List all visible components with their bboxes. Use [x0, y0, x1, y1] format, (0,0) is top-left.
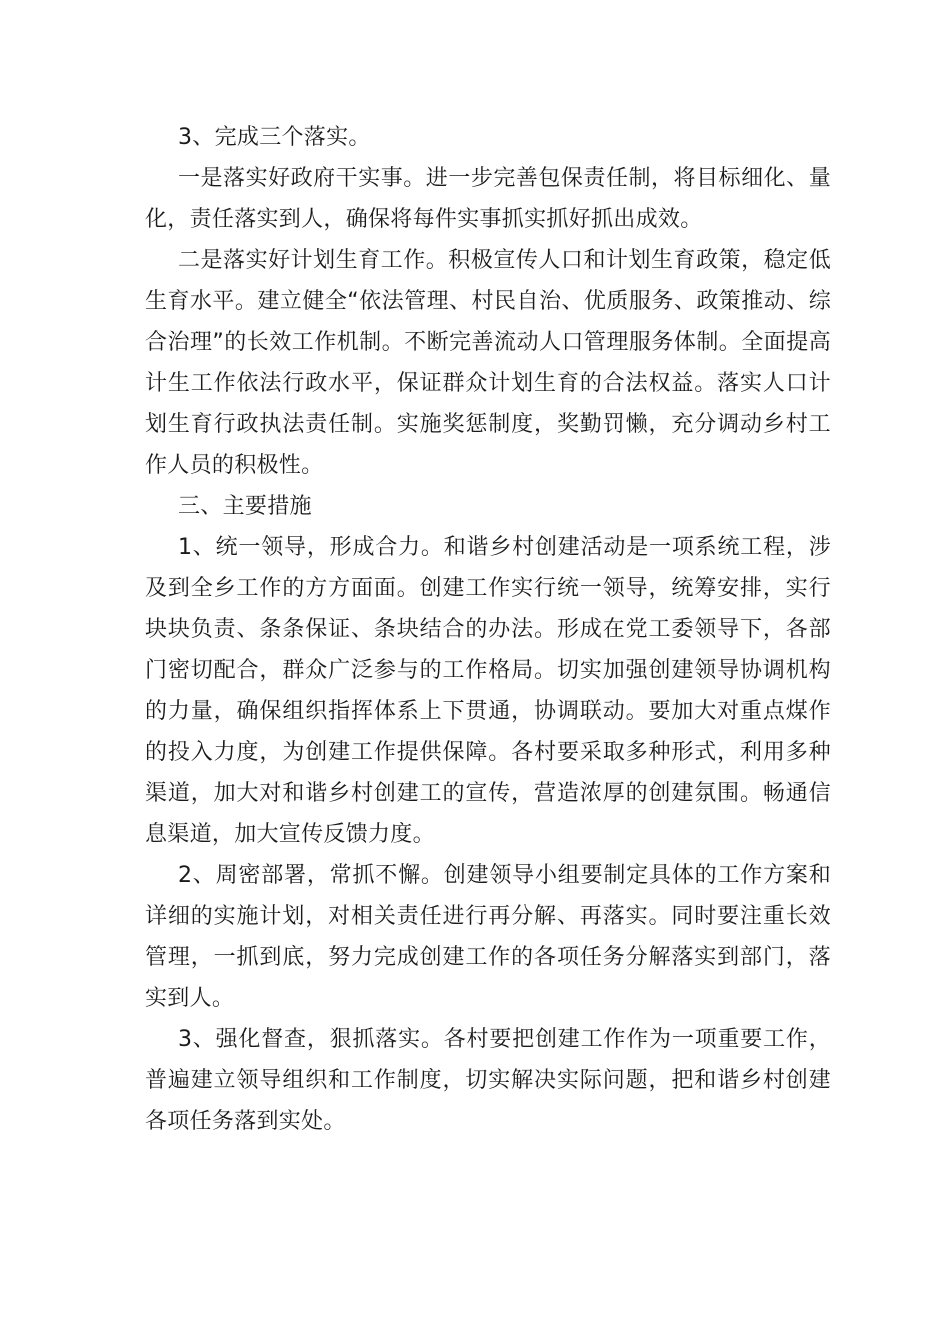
paragraph-strengthen-supervision: 3、强化督查，狠抓落实。各村要把创建工作作为一项重要工作，普遍建立领导组织和工作制度，切实解决实际问题，把和谐乡村创建各项任务落到实处。 — [145, 1027, 831, 1134]
paragraph-government-affairs: 一是落实好政府干实事。进一步完善包保责任制，将目标细化、量化，责任落实到人，确保将每件实事抓实抓好抓出成效。 — [145, 166, 831, 232]
document-body — [145, 117, 831, 1142]
subheading-three-implementations: 3、完成三个落实。 — [178, 125, 371, 150]
paragraph-family-planning: 二是落实好计划生育工作。积极宣传人口和计划生育政策，稳定低生育水平。建立健全“依法管理、村民自治、优质服务、政策推动、综合治理”的长效工作机制。不断完善流动人口管理服务体制。全面提高计生工作依法行政水平，保证群众计划生育的合法权益。落实人口计划生育行政执法责任制。实施奖惩制度，奖勤罚懒，充分调动乡村工作人员的积极性。 — [145, 248, 831, 478]
section-heading-main-measures: 三、主要措施 — [178, 494, 312, 519]
paragraph-unified-leadership: 1、统一领导，形成合力。和谐乡村创建活动是一项系统工程，涉及到全乡工作的方方面面。创建工作实行统一领导，统筹安排，实行块块负责、条条保证、条块结合的办法。形成在党工委领导下，各部门密切配合，群众广泛参与的工作格局。切实加强创建领导协调机构的力量，确保组织指挥体系上下贯通，协调联动。要加大对重点煤作的投入力度，为创建工作提供保障。各村要采取多种形式，利用多种渠道，加大对和谐乡村创建工的宣传，营造浓厚的创建氛围。畅通信息渠道，加大宣传反馈力度。 — [145, 535, 831, 847]
paragraph-careful-deployment: 2、周密部署，常抓不懈。创建领导小组要制定具体的工作方案和详细的实施计划，对相关责任进行再分解、再落实。同时要注重长效管理，一抓到底，努力完成创建工作的各项任务分解落实到部门，落实到人。 — [145, 863, 831, 1011]
